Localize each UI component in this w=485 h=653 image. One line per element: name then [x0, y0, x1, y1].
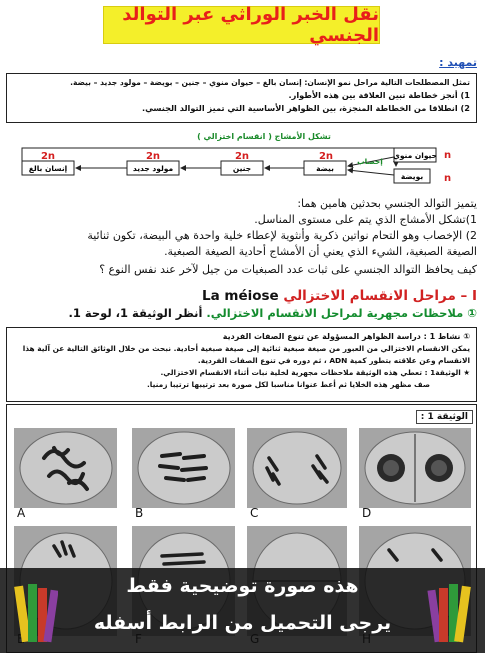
micrograph-panel	[247, 428, 347, 508]
question-1	[13, 89, 470, 102]
intro-box	[6, 73, 477, 123]
books-icon	[14, 578, 58, 648]
sperm-box: حيوان منوي	[392, 151, 438, 160]
egg-box: بيضة	[316, 164, 334, 173]
subsection-text: ملاحظات مجهرية لمراحل الانقسام الاختزالي.	[206, 306, 464, 320]
page-title: نقل الخبر الوراثي عبر التوالد الجنسي	[103, 6, 380, 44]
life-cycle-diagram	[6, 124, 477, 191]
paragraph: يتميز التوالد الجنسي بحدثين هامين هما:	[297, 197, 477, 210]
ploidy-newborn: 2n	[145, 151, 161, 162]
question-2-number: 2)	[460, 103, 470, 113]
books-icon	[427, 578, 471, 648]
embryo-box: جنين	[232, 164, 252, 173]
question-2-text: انطلاقا من الخطاطة المنجزة، بين الظواهر الأساسية التي تميز التوالد الجنسي.	[142, 103, 458, 113]
meiosis-label: تشكل الأمشاج ( انقسام اختزالي )	[197, 132, 331, 141]
newborn-box: مولود جديد	[132, 164, 174, 173]
micrograph-panel	[132, 428, 235, 508]
question-1-text: أنجز خطاطة تبين العلاقة بين هذه الأطوار.	[288, 90, 458, 100]
panel-letter: C	[250, 506, 259, 520]
micrograph-image	[14, 428, 117, 508]
activity-line: ★ الوثيقة1 : تعطي هذه الوثيقة ملاحظات مجهرية لخلية نبات أثناء الانقسام الاختزالي.	[160, 368, 470, 377]
fertilization-label: إخصاب	[357, 157, 383, 166]
activity-heading: ① نشاط 1 : دراسة الظواهر المسؤولة عن تنوع الصفات الفردية	[222, 332, 470, 341]
ploidy-embryo: 2n	[234, 151, 250, 162]
activity-line: صف مظهر هذه الخلايا ثم أعط عنوانا مناسبا لكل صورة بعد ترتيبها ترتيبا زمنيا.	[147, 380, 430, 389]
micrograph-image	[247, 428, 347, 508]
section-number: I –	[460, 288, 477, 304]
micrograph-panel	[14, 428, 117, 508]
subsection-title	[68, 306, 477, 320]
intro-line: تمثل المصطلحات التالية مراحل نمو الإنسان: إنسان بالغ – حيوان منوي – جنين – بويضة – مولود جديد – بيضة.	[70, 78, 470, 87]
micrograph-panel	[359, 428, 471, 508]
activity-box	[6, 327, 477, 402]
activity-line: يمكن الانقسام الاختزالي من العبور من صيغة صبغية ثنائية إلى صيغة صبغية أحادية. نبحث من خلال الوثائق التالية عن آلية هذا	[22, 344, 470, 353]
ploidy-sperm: n	[444, 150, 452, 161]
intro-label: تمهيد :	[439, 56, 477, 69]
section-title-latin: La méiose	[201, 288, 279, 304]
ploidy-egg: 2n	[318, 151, 334, 162]
panel-letter: D	[362, 506, 372, 520]
paragraph: 2) الإخصاب وهو التحام نواتين ذكرية وأنثوية لإعطاء خلية واحدة هي البيضة، تكون ثنائية	[87, 229, 477, 242]
ovum-box: بويضة	[400, 172, 424, 181]
question-1-number: 1)	[460, 90, 470, 100]
micrograph-image	[132, 428, 235, 508]
panel-letter: A	[17, 506, 26, 520]
subsection-ref: أنظر الوثيقة 1، لوحة 1.	[68, 306, 203, 320]
ploidy-adult: 2n	[40, 151, 56, 162]
watermark-line-2: يرجى التحميل من الرابط أسفله	[93, 612, 392, 634]
paragraph: 1)تشكل الأمشاج الذي يتم على مستوى المناسل.	[254, 213, 477, 226]
paragraph: كيف يحافظ التوالد الجنسي على ثبات عدد الصبغيات من جيل لآخر عند نفس النوع ؟	[99, 263, 477, 276]
subsection-number: ①	[467, 306, 477, 320]
paragraph: الصيغة الصبغية، الشيء الذي يعني أن الأمشاج أحادية الصيغة الصبغية.	[164, 245, 477, 258]
micrograph-image	[359, 428, 471, 508]
watermark-line-1: هذه صورة توضيحية فقط	[126, 575, 359, 597]
adult-box: إنسان بالغ	[28, 164, 68, 173]
panel-letter: B	[135, 506, 144, 520]
section-title-ar: مراحل الانقسام الاختزالي	[283, 288, 456, 304]
activity-line: الانقسام وعن علاقته بتطور كمية ADN ، ثم دوره في تنوع الصفات الفردية.	[197, 356, 470, 365]
question-2	[13, 102, 470, 115]
section-title	[202, 288, 477, 304]
ploidy-ovum: n	[444, 173, 452, 184]
document-label: الوثيقة 1 :	[416, 410, 473, 424]
